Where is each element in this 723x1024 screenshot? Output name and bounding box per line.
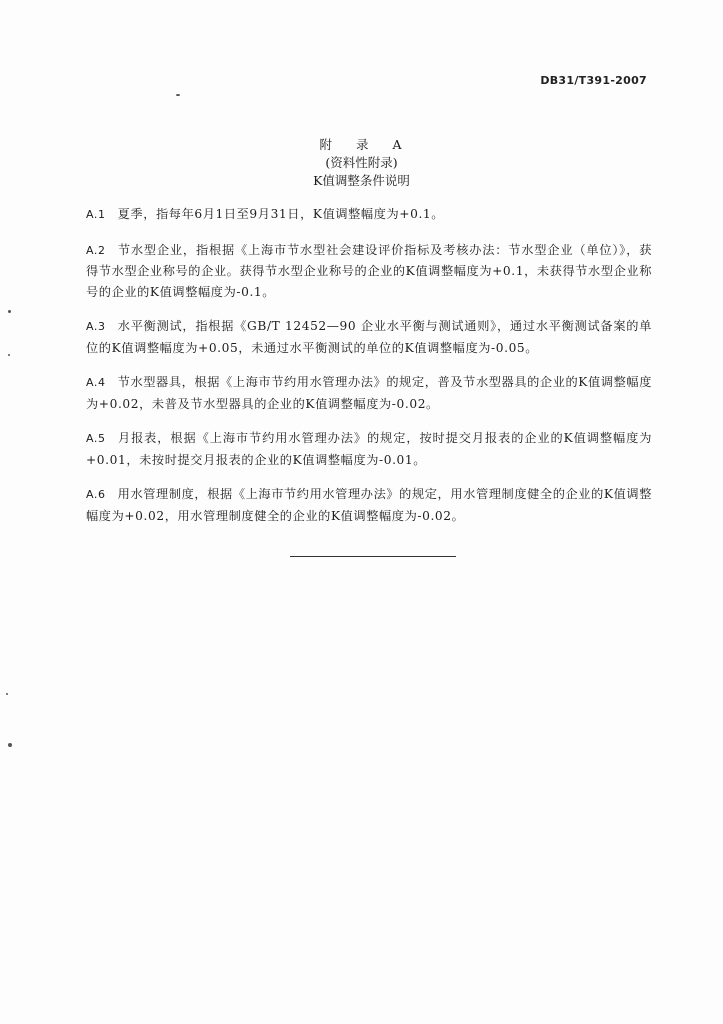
clause-text: 节水型器具，根据《上海市节约用水管理办法》的规定，普及节水型器具的企业的K值调整幅度为+0.02，未普及节水型器具的企业的K值调整幅度为-0.02。 [86, 375, 652, 411]
clause-number: A.1 [86, 208, 106, 221]
clause-a2 [86, 240, 652, 303]
clause-a5 [86, 428, 652, 470]
scan-speck [8, 310, 11, 313]
scan-speck [6, 693, 8, 695]
document-code: DB31/T391-2007 [540, 74, 647, 87]
clause-number: A.3 [86, 320, 106, 333]
clause-a3 [86, 316, 652, 358]
scan-speck [8, 743, 12, 747]
appendix-body [86, 204, 652, 540]
clause-a6 [86, 484, 652, 526]
clause-number: A.4 [86, 376, 106, 389]
clause-number: A.5 [86, 432, 106, 445]
clause-text: 用水管理制度，根据《上海市节约用水管理办法》的规定，用水管理制度健全的企业的K值调整幅度为+0.02，用水管理制度健全的企业的K值调整幅度为-0.02。 [86, 487, 652, 523]
clause-a4 [86, 372, 652, 414]
clause-text: 节水型企业，指根据《上海市节水型社会建设评价指标及考核办法：节水型企业（单位）》，获得节水型企业称号的企业。获得节水型企业称号的企业的K值调整幅度为+0.1，未获得节水型企业称号的企业的K值调整幅度为-0.1。 [86, 242, 652, 299]
clause-text: 月报表，根据《上海市节约用水管理办法》的规定，按时提交月报表的企业的K值调整幅度为+0.01，未按时提交月报表的企业的K值调整幅度为-0.01。 [86, 431, 652, 467]
clause-number: A.2 [86, 243, 106, 257]
clause-text: 水平衡测试，指根据《GB/T 12452—90 企业水平衡与测试通则》，通过水平衡测试备案的单位的K值调整幅度为+0.05，未通过水平衡测试的单位的K值调整幅度为-0.05。 [86, 319, 652, 355]
clause-text: 夏季，指每年6月1日至9月31日，K值调整幅度为+0.1。 [117, 207, 445, 221]
end-of-document-rule [290, 556, 456, 557]
clause-number: A.6 [86, 488, 106, 501]
clause-a1 [86, 204, 652, 226]
scan-speck [8, 354, 10, 356]
appendix-title-block [0, 136, 723, 190]
appendix-subject: K值调整条件说明 [313, 173, 410, 188]
appendix-nature: (资料性附录) [325, 155, 398, 170]
scan-speck [176, 94, 180, 96]
appendix-label: 附 录 A [319, 137, 412, 152]
